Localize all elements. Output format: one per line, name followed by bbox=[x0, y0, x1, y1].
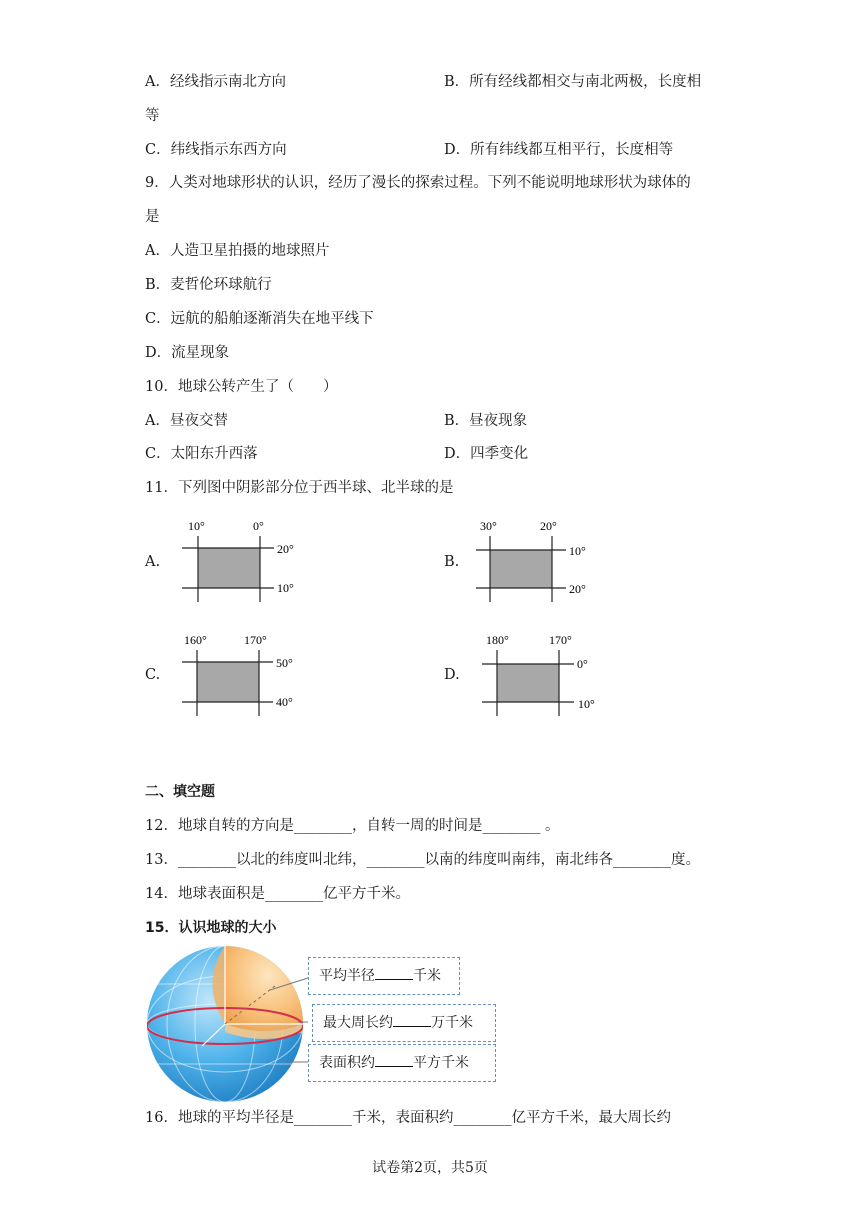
q11-option-b-diagram bbox=[472, 516, 612, 606]
q10-stem: 10．地球公转产生了（ ） bbox=[145, 379, 338, 395]
q11-option-c-label: C. bbox=[145, 667, 161, 683]
q8-option-b-cont: 等 bbox=[145, 108, 160, 124]
area-unit: 平方千米 bbox=[413, 1055, 469, 1071]
q11-option-d-label: D. bbox=[444, 667, 460, 683]
q12: 12．地球自转的方向是________，自转一周的时间是________ 。 bbox=[145, 818, 560, 834]
radius-box bbox=[308, 957, 460, 995]
q9-option-c: C．远航的船舶逐渐消失在地平线下 bbox=[145, 311, 374, 327]
q11-c-lon-right: 170° bbox=[244, 633, 267, 647]
q15-stem: 15．认识地球的大小 bbox=[145, 920, 277, 936]
q11-b-lon-left: 30° bbox=[480, 519, 497, 533]
q11-a-lon-right: 0° bbox=[253, 519, 264, 533]
q11-a-lon-left: 10° bbox=[188, 519, 205, 533]
q11-a-lat-bottom: 10° bbox=[277, 581, 294, 595]
q9-option-b: B．麦哲伦环球航行 bbox=[145, 277, 272, 293]
q10-option-d: D．四季变化 bbox=[444, 446, 529, 462]
area-label: 表面积约 bbox=[319, 1055, 375, 1071]
page-footer: 试卷第2页，共5页 bbox=[372, 1160, 488, 1176]
q11-option-d-diagram bbox=[478, 630, 618, 720]
q9-option-d: D．流星现象 bbox=[145, 345, 230, 361]
q11-c-lon-left: 160° bbox=[184, 633, 207, 647]
circumference-blank[interactable] bbox=[393, 1011, 431, 1027]
q8-option-c: C．纬线指示东西方向 bbox=[145, 142, 287, 158]
circumference-label: 最大周长约 bbox=[323, 1015, 393, 1031]
q11-d-lon-left: 180° bbox=[486, 633, 509, 647]
q8-option-d: D．所有纬线都互相平行，长度相等 bbox=[444, 142, 674, 158]
q10-option-a: A．昼夜交替 bbox=[145, 413, 228, 429]
q11-b-lat-top: 10° bbox=[569, 544, 586, 558]
q9-option-a: A．人造卫星拍摄的地球照片 bbox=[145, 243, 330, 259]
q11-d-lat-top: 0° bbox=[577, 657, 588, 671]
q10-option-b: B．昼夜现象 bbox=[444, 413, 528, 429]
q11-option-c-diagram bbox=[178, 630, 318, 720]
q11-option-a-label: A. bbox=[145, 554, 161, 570]
q11-option-b-label: B. bbox=[444, 554, 460, 570]
area-box bbox=[308, 1044, 496, 1082]
q11-c-lat-bottom: 40° bbox=[276, 695, 293, 709]
q11-b-lon-right: 20° bbox=[540, 519, 557, 533]
q11-c-lat-top: 50° bbox=[276, 656, 293, 670]
circumference-box bbox=[312, 1004, 496, 1042]
q8-option-b: B．所有经线都相交与南北两极，长度相 bbox=[444, 74, 702, 90]
q13: 13．________以北的纬度叫北纬，________以南的纬度叫南纬，南北纬各________度。 bbox=[145, 852, 700, 868]
q9-stem: 9．人类对地球形状的认识，经历了漫长的探索过程。下列不能说明地球形状为球体的 bbox=[145, 175, 691, 191]
q11-d-lon-right: 170° bbox=[549, 633, 572, 647]
q11-a-lat-top: 20° bbox=[277, 542, 294, 556]
q11-option-a-diagram bbox=[178, 516, 318, 606]
q11-d-lat-bottom: 10° bbox=[578, 697, 595, 711]
q8-option-a: A．经线指示南北方向 bbox=[145, 74, 286, 90]
radius-label: 平均半径 bbox=[319, 968, 375, 984]
q10-option-c: C．太阳东升西落 bbox=[145, 446, 258, 462]
q14: 14．地球表面积是________亿平方千米。 bbox=[145, 886, 410, 902]
section-heading: 二、填空题 bbox=[145, 784, 215, 800]
area-blank[interactable] bbox=[375, 1051, 413, 1067]
circumference-unit: 万千米 bbox=[431, 1015, 473, 1031]
radius-blank[interactable] bbox=[375, 964, 413, 980]
radius-unit: 千米 bbox=[413, 968, 441, 984]
q9-stem-cont: 是 bbox=[145, 209, 160, 225]
q16: 16．地球的平均半径是________千米，表面积约________亿平方千米，最大周长约 bbox=[145, 1110, 671, 1126]
q11-b-lat-bottom: 20° bbox=[569, 582, 586, 596]
q11-stem: 11．下列图中阴影部分位于西半球、北半球的是 bbox=[145, 480, 454, 496]
